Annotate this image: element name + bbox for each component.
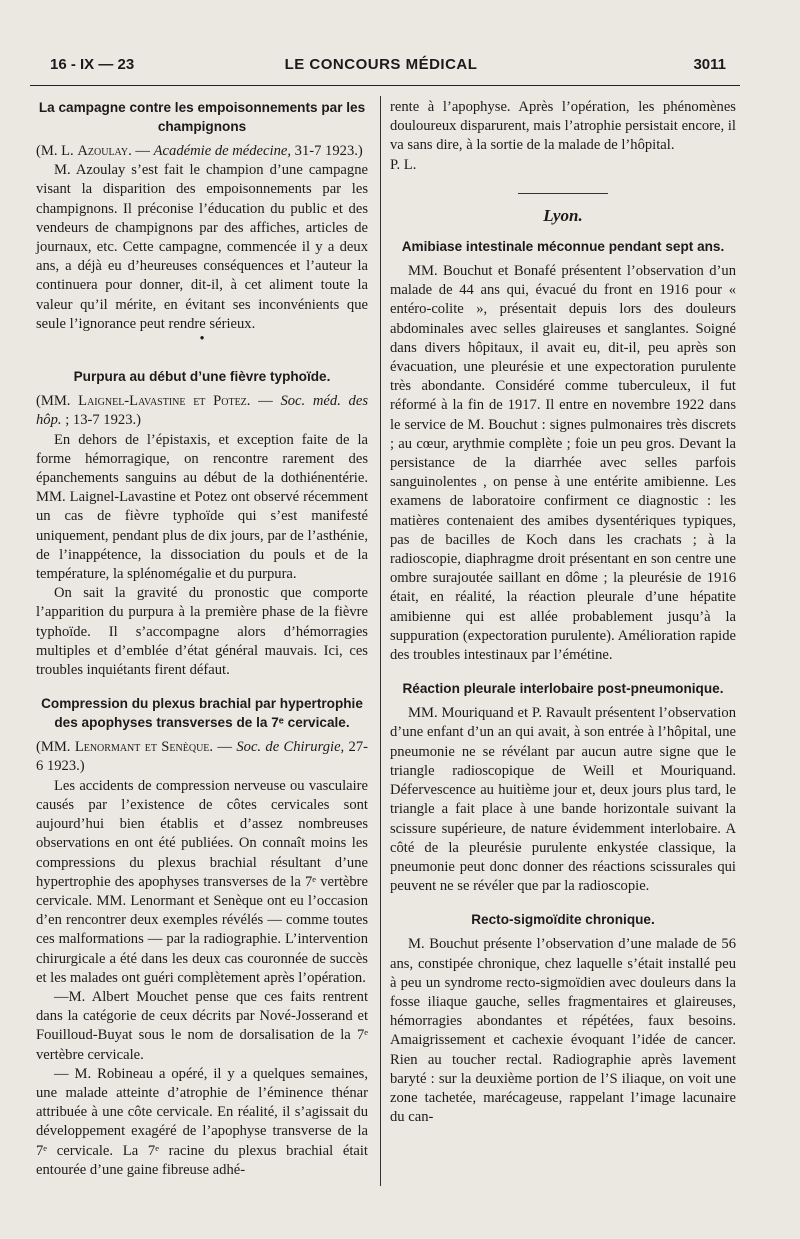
article-champignons — [36, 98, 368, 349]
article-title: Compression du plexus brachial par hypertrophie des apophyses transverses de la 7ᵉ cervicale. — [41, 696, 363, 731]
page-number: 3011 — [693, 56, 726, 73]
ornament-dot: • — [199, 331, 205, 348]
column-divider — [380, 96, 381, 1186]
reference-author: Azoulay — [77, 143, 129, 159]
article-paragraph: — M. Robineau a opéré, il y a quelques semaines, une malade atteinte d’atrophie de l’éminence thénar attribuée à une côte cervicale. En réalité, il s’agissait du développement exagéré de l’apophyse transverse de la 7ᵉ cervicale. La 7ᵉ racine du plexus brachial était entourée d’une gaine fibreuse adhé- — [36, 1065, 368, 1178]
reference-journal: Soc. méd. des hôp. — [36, 393, 369, 429]
article-paragraph: MM. Mouriquand et P. Ravault présentent l’observation d’une enfant d’un an qui avait, à son entrée à l’hôpital, une pneumonie ne se révélant par aucun autre signe que le triangle radioscopique de Weill et Mouriquand. Défervescence au huitième jour et, deux jours plus tard, le triangle a fait place à une bande horizontale suivant la scissure supérieure, de nature évidemment interlobaire. A côté de la pleurésie purulente enkystée classique, la pneumonie peut donc donner des réactions scissurales qui peuvent ne se révéler que par la radioscopie. — [390, 705, 736, 895]
article-title: Purpura au début d’une fièvre typhoïde. — [73, 369, 331, 385]
article-paragraph: En dehors de l’épistaxis, et exception faite de la forme hémorragique, on rencontre rarement des épanchements sanguins au début de la dothiénentérie. MM. Laignel-Lavastine et Potez ont observé récemment un cas de fièvre typhoïde qui s’est manifesté uniquement, pendant plus de dix jours, par de l’asthénie, de l’inappétence, la dissociation du pouls et de la température, la splénomégalie et du purpura. — [36, 431, 368, 583]
article-title: Amibiase intestinale méconnue pendant sept ans. — [401, 239, 725, 255]
article-paragraph: Les accidents de compression nerveuse ou vasculaire causés par l’existence de côtes cervicales sont aujourd’hui bien établis et d’assez nombreuses observations en ont été publiées. On connaît moins les compressions du plexus brachial résultant d’une hypertrophie des apophyses transverses de la 7ᵉ vertèbre cervicale. MM. Lenormant et Senèque ont eu l’occasion d’en rencontrer deux exemples révélés — comme toutes ces malformations — par la radiographie. L’intervention chirurgicale a été dans les deux cas couronnée de succès et les malades ont guéri complètement après l’opération. — [36, 777, 368, 986]
article-paragraph: —M. Albert Mouchet pense que ces faits rentrent dans la catégorie de ceux décrits par Nové-Josserand et Fouilloud-Buyat sous le nom de dorsalisation de la 7ᵉ vertèbre cervicale. — [36, 988, 368, 1063]
journal-title: LE CONCOURS MÉDICAL — [284, 56, 478, 73]
reference-journal: Soc. de Chirurgie, — [236, 739, 345, 756]
article-recto-sigmoidite — [390, 910, 736, 1127]
continued-paragraph: rente à l’apophyse. Après l’opération, les phénomènes douloureux disparurent, mais l’atrophie persistait encore, il va sans dire, à la sortie de la malade de l’hôpital. — [390, 99, 736, 154]
article-reaction-pleurale — [390, 679, 736, 896]
section-separator — [518, 193, 608, 194]
left-column — [36, 98, 368, 1180]
article-plexus-brachial — [36, 694, 368, 1180]
article-paragraph: MM. Bouchut et Bonafé présentent l’observation d’un malade de 44 ans qui, évacué du front en 1916 pour « entéro-colite », présentait depuis lors des douleurs abdominales avec selles glaireuses et sanglantes. Soigné dans divers hôpitaux, il avait eu, dit-il, peu après son évacuation, une pleurésie et une expectoration purulente très abondante. Considéré comme tuberculeux, il fut réformé à la fin de 1917. Il entre en novembre 1922 dans le service de M. Bouchut : signes pulmonaires très discrets ; au cœur, arythmie complète ; foie un peu gros. Devant la persistance de la diarrhée avec selles parfois sanguinolentes , on pense à une entérite amibienne. Les examens de laboratoire confirment ce diagnostic : les matières contenaient des amibes dysentériques typiques, pas de bacilles de Koch dans les crachats ; à la radioscopie, diaphragme droit présentant en son centre une ombre surajoutée saillant en dôme ; la pleurésie de 1916 était, en réalité, la réaction pleurale d’une hépatite amibienne qui est allée probablement jusqu’à la suppuration (expectoration purulente). Amélioration rapide des troubles intestinaux par l’émétine. — [390, 263, 736, 664]
article-amibiase — [390, 237, 736, 665]
article-title: Recto-sigmoïdite chronique. — [471, 912, 655, 928]
reference-author: Laignel-Lavastine et Potez — [78, 393, 247, 410]
reference-date: 27-6 1923.) — [36, 739, 369, 775]
article-reference: (MM. Laignel-Lavastine et Potez. — Soc. méd. des hôp. ; 13-7 1923.) — [36, 393, 369, 429]
issue-date: 16 - IX — 23 — [50, 56, 135, 73]
city-heading: Lyon. — [543, 205, 583, 225]
article-reference: (MM. Lenormant et Senèque. — Soc. de Chirurgie, 27-6 1923.) — [36, 739, 369, 775]
article-purpura — [36, 367, 368, 680]
article-title: La campagne contre les empoisonnements par les champignons — [38, 100, 366, 134]
article-reference: (M. L. Azoulay. — Académie de médecine, 31-7 1923.) — [36, 143, 363, 159]
header-rule — [30, 85, 740, 86]
article-paragraph: M. Azoulay s’est fait le champion d’une campagne visant la disparition des empoisonnements par les champignons. Il préconise l’éducation du public et des vendeurs de champignons par des affiches, articles de journaux, etc. Cette campagne, commencée il y a deux ans, a déjà eu d’heureuses conséquences et l’auteur la continuera pour donner, dit-il, à cet aliment toute la valeur qu’il mérite, en évitant ses inconvénients que seule l’ignorance peut rendre sérieux. — [36, 162, 368, 332]
reference-journal: Académie de médecine, — [153, 143, 291, 159]
running-head — [36, 56, 726, 82]
reference-author: Lenormant et Senèque — [74, 739, 210, 756]
reference-date: 31-7 1923.) — [291, 143, 363, 159]
author-signature: P. L. — [390, 156, 417, 173]
article-paragraph: M. Bouchut présente l’observation d’une malade de 56 ans, constipée chronique, chez laquelle s’était installé peu à peu un syndrome recto-sigmoïdien avec douleurs dans la fosse iliaque gauche, selles fragmentaires et glaireuses, hémorragies abondantes et répétées, faux besoins. Amaigrissement et cachexie évoquant l’idée de cancer. Rien au toucher rectal. Radiographie après lavement baryté : sur la deuxième portion de l’S iliaque, on voit une zone tachetée, marécageuse, rappelant l’image lacunaire du can- — [390, 936, 736, 1126]
article-title: Réaction pleurale interlobaire post-pneumonique. — [402, 681, 724, 697]
reference-date: ; 13-7 1923.) — [61, 412, 141, 429]
article-paragraph: On sait la gravité du pronostic que comporte l’apparition du purpura à la première phase de la fièvre typhoïde. Il s’accompagne alors d’hémorragies multiples et d’emblée d’état général mauvais. Ici, ces troubles inquiétants firent défaut. — [36, 585, 368, 679]
right-column — [390, 98, 736, 1127]
